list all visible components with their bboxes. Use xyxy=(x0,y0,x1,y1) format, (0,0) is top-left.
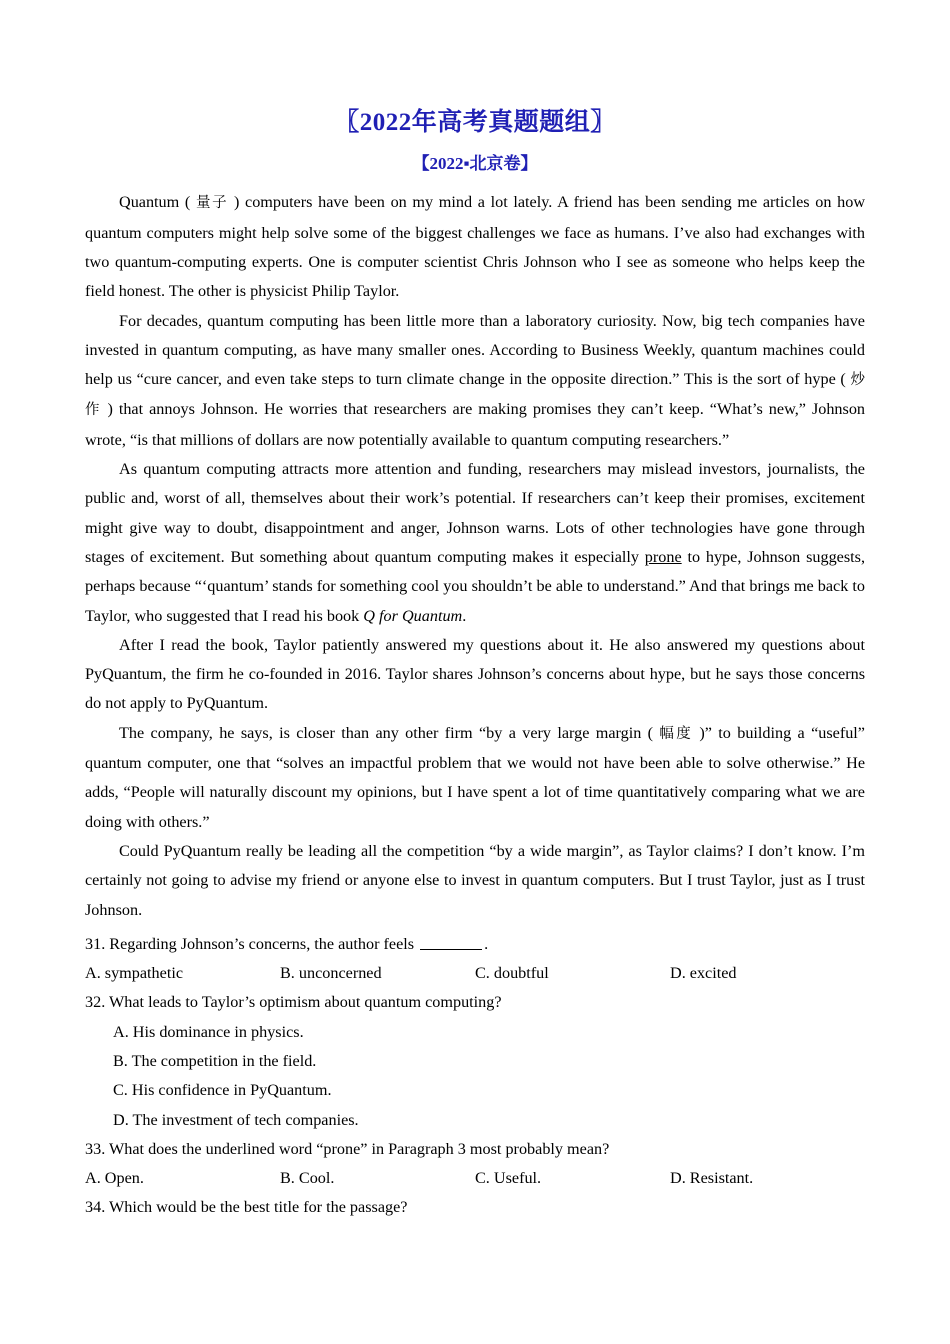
option-a[interactable]: A. sympathetic xyxy=(85,964,184,983)
option-d[interactable]: D. excited xyxy=(670,964,737,983)
chinese-gloss: 幅度 xyxy=(659,725,694,742)
page-subtitle: 【2022▪北京卷】 xyxy=(412,154,538,173)
question-stem xyxy=(85,930,865,959)
question-stem-tail: . xyxy=(484,934,489,953)
question-34 xyxy=(85,1193,865,1222)
passage-paragraph: Could PyQuantum really be leading all the competition “by a wide margin”, as Taylor claims? I don’t know. I’m certainly not going to advise my friend or anyone else to invest in quantum computers. But I trust Taylor, just as I trust Johnson. xyxy=(85,841,865,919)
option-b[interactable]: B. Cool. xyxy=(280,1169,335,1188)
passage-paragraph: Quantum ( 量子 ) computers have been on my mind a lot lately. A friend has been sending me articles on how quantum computers might help solve some of the biggest challenges we face as humans. I’ve also had exchanges with two quantum-computing experts. One is computer scientist Chris Johnson who I see as someone who helps keep the field honest. The other is physicist Philip Taylor. xyxy=(85,193,866,301)
question-stem: 32. What leads to Taylor’s optimism about quantum computing? xyxy=(85,993,502,1012)
page-title: 〖2022年高考真题题组〗 xyxy=(334,109,616,136)
option-a[interactable]: A. His dominance in physics. xyxy=(113,1022,304,1041)
chinese-gloss: 炒作 xyxy=(85,372,865,419)
option-c[interactable]: C. Useful. xyxy=(475,1169,542,1188)
passage-paragraph: The company, he says, is closer than any other firm “by a very large margin ( 幅度 )” to building a “useful” quantum computer, one that “solves an impactful problem that we would not have been able to solve otherwise.” He adds, “People will naturally discount my opinions, but I have spent a lot of time quantitatively comparing what we are doing with others.” xyxy=(85,723,865,831)
option-c[interactable]: C. doubtful xyxy=(475,964,549,983)
option-c[interactable]: C. His confidence in PyQuantum. xyxy=(113,1081,332,1100)
questions-section xyxy=(85,930,865,1223)
question-32 xyxy=(85,988,865,1134)
option-a[interactable]: A. Open. xyxy=(85,1169,144,1188)
option-row xyxy=(85,1164,865,1193)
book-title: Q for Quantum xyxy=(363,606,463,625)
option-d[interactable]: D. The investment of tech companies. xyxy=(113,1110,359,1129)
question-stem-text: 31. Regarding Johnson’s concerns, the author feels xyxy=(85,934,419,953)
question-stem: 34. Which would be the best title for the passage? xyxy=(85,1198,408,1217)
option-b[interactable]: B. The competition in the field. xyxy=(113,1052,317,1070)
answer-blank[interactable] xyxy=(420,935,482,950)
option-d[interactable]: D. Resistant. xyxy=(670,1169,754,1188)
page-content xyxy=(85,0,865,1223)
passage-paragraph: As quantum computing attracts more attention and funding, researchers may mislead investors, journalists, the public and, worst of all, themselves about their work’s potential. If researchers can’t keep their promises, excitement might give way to doubt, disappointment and anger, Johnson warns. Lots of other technologies have gone through stages of excitement. But something about quantum computing makes it especially prone to hype, Johnson suggests, perhaps because “‘quantum’ stands for something cool you shouldn’t be able to understand.” And that brings me back to Taylor, who suggested that I read his book Q for Quantum. xyxy=(85,460,865,625)
reading-passage xyxy=(85,188,865,924)
passage-paragraph: After I read the book, Taylor patiently answered my questions about it. He also answered my questions about PyQuantum, the firm he co-founded in 2016. Taylor shares Johnson’s concerns about hype, but he says those concerns do not apply to PyQuantum. xyxy=(85,635,865,713)
chinese-gloss: 量子 xyxy=(196,195,229,212)
question-31 xyxy=(85,930,865,989)
option-row xyxy=(85,959,865,988)
passage-paragraph: For decades, quantum computing has been little more than a laboratory curiosity. Now, big tech companies have invested in quantum computing, as have many smaller ones. According to Business Weekly, quantum machines could help us “cure cancer, and even take steps to turn climate change in the opposite direction.” This is the sort of hype ( 炒作 ) that annoys Johnson. He worries that researchers are making promises they can’t keep. “What’s new,” Johnson wrote, “is that millions of dollars are now potentially available to quantum computing researchers.” xyxy=(85,311,866,449)
option-b[interactable]: B. unconcerned xyxy=(280,964,382,983)
underlined-word: prone xyxy=(644,547,682,566)
question-33 xyxy=(85,1135,865,1194)
question-stem: 33. What does the underlined word “prone” in Paragraph 3 most probably mean? xyxy=(85,1139,610,1158)
